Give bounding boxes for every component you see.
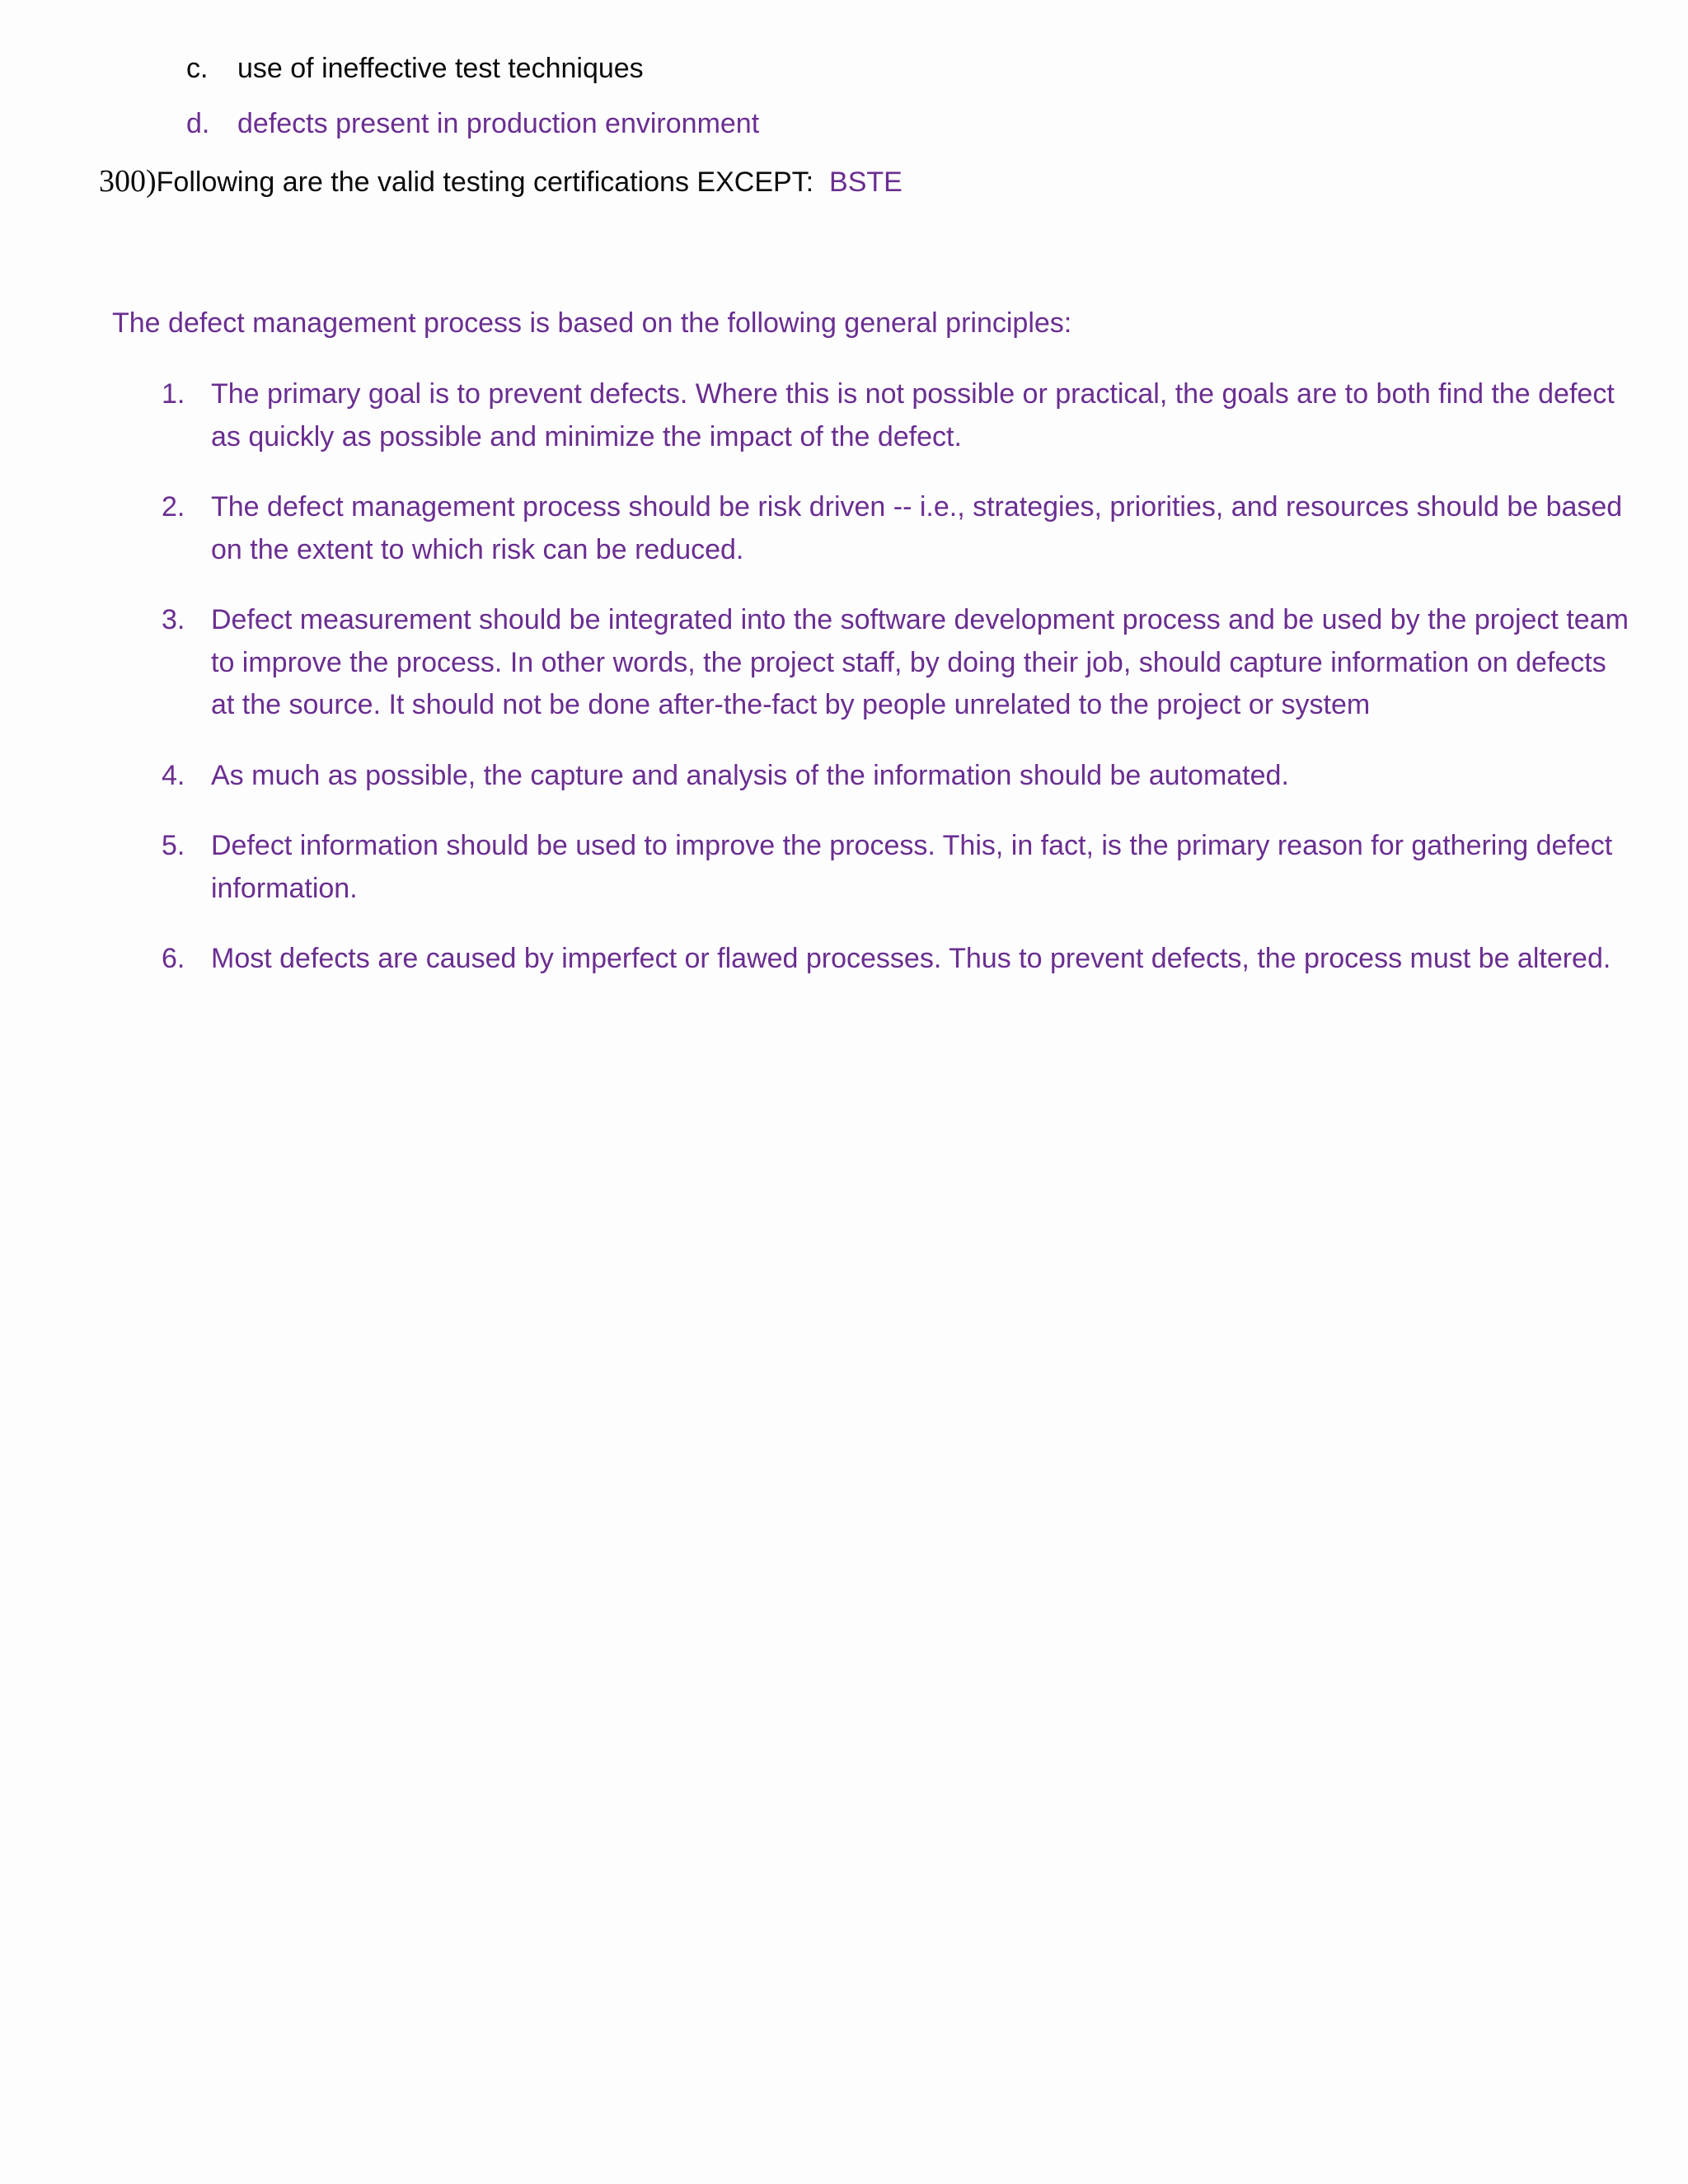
option-letter: d.: [186, 108, 210, 139]
principles-intro: The defect management process is based on the following general principles:: [112, 307, 1072, 339]
option-letter: c.: [186, 53, 209, 84]
question-300: [99, 163, 903, 200]
list-item: [162, 486, 1629, 571]
item-number: 6.: [162, 943, 185, 974]
list-item: [162, 825, 1629, 910]
item-number: 5.: [162, 830, 185, 861]
item-text: The defect management process should be risk driven -- i.e., strategies, priorities, and resources should be based on the extent to which risk can be reduced.: [211, 491, 1623, 565]
item-number: 3.: [162, 604, 185, 635]
option-text: use of ineffective test techniques: [237, 53, 644, 84]
item-text: Most defects are caused by imperfect or flawed processes. Thus to prevent defects, the process must be altered.: [211, 943, 1611, 974]
item-number: 4.: [162, 759, 185, 791]
list-item: [162, 755, 1629, 798]
item-number: 2.: [162, 491, 185, 523]
question-answer: BSTE: [829, 166, 903, 198]
item-text: The primary goal is to prevent defects. Where this is not possible or practical, the goals are to both find the defect as quickly as possible and minimize the impact of the defect.: [211, 378, 1615, 452]
list-item: [162, 938, 1629, 981]
item-number: 1.: [162, 378, 185, 410]
item-text: Defect measurement should be integrated into the software development process and be used by the project team to improve the process. In other words, the project staff, by doing their job, should capture information on defects at the source. It should not be done after-the-fact by people unrelated to the project or system: [211, 604, 1629, 720]
question-number: 300): [99, 164, 157, 199]
principles-list: [162, 373, 1629, 1009]
list-item: [162, 599, 1629, 727]
item-text: Defect information should be used to improve the process. This, in fact, is the primary reason for gathering defect information.: [211, 830, 1613, 904]
question-text: Following are the valid testing certifications EXCEPT:: [156, 166, 814, 198]
option-text: defects present in production environment: [237, 108, 760, 139]
list-item: [162, 373, 1629, 458]
item-text: As much as possible, the capture and analysis of the information should be automated.: [211, 759, 1289, 791]
